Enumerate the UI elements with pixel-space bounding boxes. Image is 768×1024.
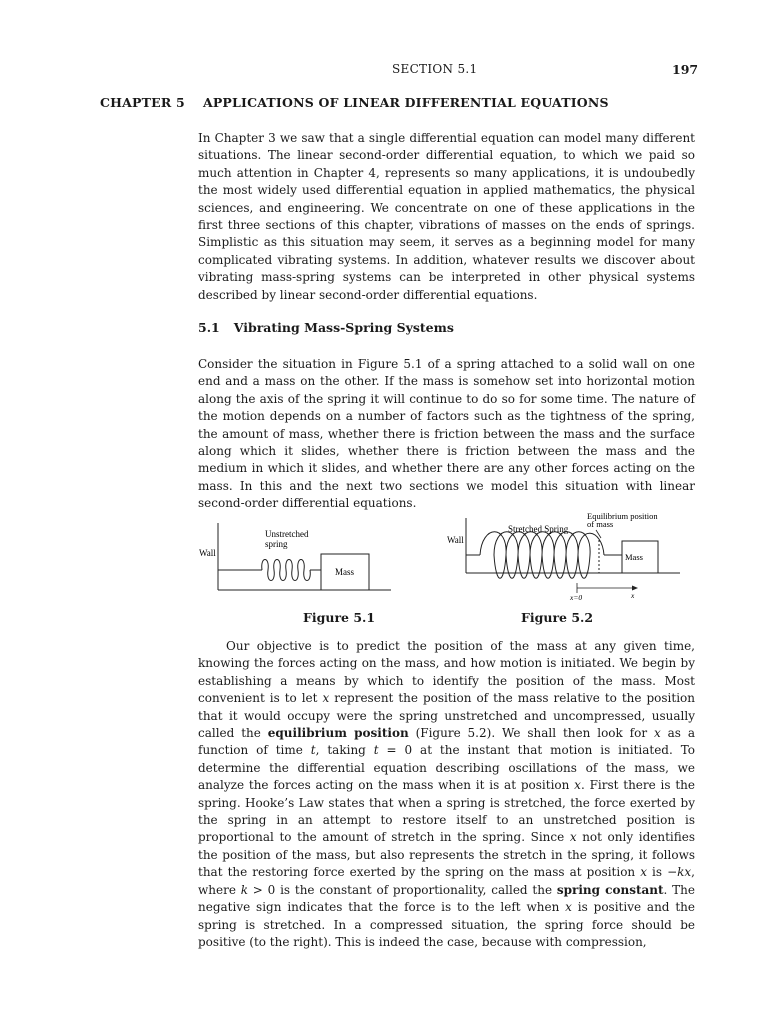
figure-5-1-diagram	[196, 520, 396, 600]
text-run: (Figure 5.2). We shall then look for	[408, 726, 654, 741]
text-run: is −	[646, 865, 678, 880]
math-var-x: x	[574, 778, 581, 793]
math-var-x: x	[322, 691, 330, 706]
running-head: SECTION 5.1	[392, 62, 478, 76]
math-var-x: x	[640, 865, 647, 880]
math-var-k: k	[240, 882, 249, 897]
spring-label: Stretched Spring	[508, 524, 569, 534]
term-equilibrium-position: equilibrium position	[267, 726, 409, 741]
math-var-x: x	[569, 830, 577, 845]
math-var-x: x	[653, 726, 661, 741]
text-run: . First there is the spring. Hooke’s Law states that when a spring is stretched, the force exerted by the spring in an attempt to restore itself to an unstretched position is proportional to the amount of stretch in the spring. Since	[198, 778, 696, 845]
chapter-heading	[100, 95, 609, 110]
unstretched-spring-coil	[262, 560, 311, 581]
page-number: 197	[672, 62, 699, 77]
section-title: Vibrating Mass-Spring Systems	[233, 320, 454, 335]
wall-label: Wall	[447, 535, 464, 545]
chapter-title: APPLICATIONS OF LINEAR DIFFERENTIAL EQUATIONS	[202, 95, 609, 110]
stretched-spring-coil	[480, 532, 604, 579]
x-zero-label: x=0	[570, 593, 583, 602]
paragraph-2-text	[198, 638, 695, 951]
text-run: is positive and the spring is stretched. In a compressed situation, the spring force should be positive (to the right). This is indeed the case, because with compression,	[198, 900, 695, 949]
spring-label-line-1: Unstretched	[265, 529, 309, 539]
body-paragraph-1	[198, 356, 695, 513]
wall-label: Wall	[199, 548, 216, 558]
term-spring-constant: spring constant	[556, 882, 664, 897]
body-paragraph-2	[198, 638, 695, 951]
text-run: represent the position of the mass relative to the position that it would occupy were the spring unstretched and uncompressed, usually called the	[198, 691, 695, 741]
paragraph-1-text: Consider the situation in Figure 5.1 of a spring attached to a solid wall on one end and a mass on the other. If the mass is somehow set into horizontal motion along the axis of the spring it will continue to do so for some time. The nature of the motion depends on a number of factors such as the tightness of the spring, the amount of mass, whether there is friction between the mass and the surface along which it slides, whether there is friction between the mass and the medium in which it slides, and whether there are any other forces acting on the mass. In this and the next two sections we model this situation with linear second-order differential equations.	[198, 357, 695, 511]
figure-5-2-caption: Figure 5.2	[521, 610, 594, 625]
text-run: not only identifies the position of the mass, but also represents the stretch in the spring, it follows that the restoring force exerted by the spring on the mass at position	[198, 830, 695, 880]
figure-5-2-diagram	[444, 510, 684, 602]
spring-label-line-2: spring	[265, 539, 288, 549]
text-run: , where	[198, 865, 695, 897]
chapter-label: CHAPTER 5	[100, 95, 185, 110]
math-var-t: t	[310, 743, 316, 758]
section-heading	[198, 320, 454, 335]
equilibrium-label-line-1: Equilibrium position	[587, 511, 658, 521]
text-run: = 0 at the instant that motion is initiated. To determine the differential equation describing oscillations of the mass, we analyze the forces acting on the mass when it is at position	[198, 743, 696, 793]
intro-paragraph	[198, 130, 695, 304]
x-axis-arrowhead	[632, 586, 638, 591]
intro-text: In Chapter 3 we saw that a single differential equation can model many different situations. The linear second-order differential equation, to which we paid so much attention in Chapter 4, represents so many applications, it is undoubedly the most widely used differential equation in applied mathematics, the physical sciences, and engineering. We concentrate on one of these applications in the first three sections of this chapter, vibrations of masses on the ends of springs. Simplistic as this situation may seem, it serves as a beginning model for many complicated vibrating systems. In addition, whatever results we discover about vibrating mass-spring systems can be interpreted in other physical systems described by linear second-order differential equations.	[198, 131, 695, 302]
section-number: 5.1	[198, 320, 220, 335]
math-var-x: x	[565, 900, 572, 915]
x-axis-label: x	[631, 591, 635, 600]
text-run: , taking	[315, 743, 374, 758]
figure-5-1-caption: Figure 5.1	[303, 610, 376, 625]
text-run: Our objective is to predict the position of the mass at any given time, knowing the forces acting on the mass, and how motion is initiated. We begin by establishing a means by which to identify the position of the mass. Most convenient is to let	[198, 639, 695, 706]
equilibrium-label-line-2: of mass	[587, 519, 614, 529]
mass-label: Mass	[335, 567, 355, 577]
math-var-t: t	[373, 743, 379, 758]
figure-5-2	[444, 510, 684, 602]
math-var-kx: kx	[677, 865, 692, 880]
text-run: as a function of time	[198, 726, 695, 758]
figure-5-1	[196, 520, 396, 600]
text-run: . The negative sign indicates that the force is to the left when	[198, 882, 695, 915]
mass-label: Mass	[625, 552, 643, 562]
text-run: > 0 is the constant of proportionality, called the	[248, 882, 557, 897]
